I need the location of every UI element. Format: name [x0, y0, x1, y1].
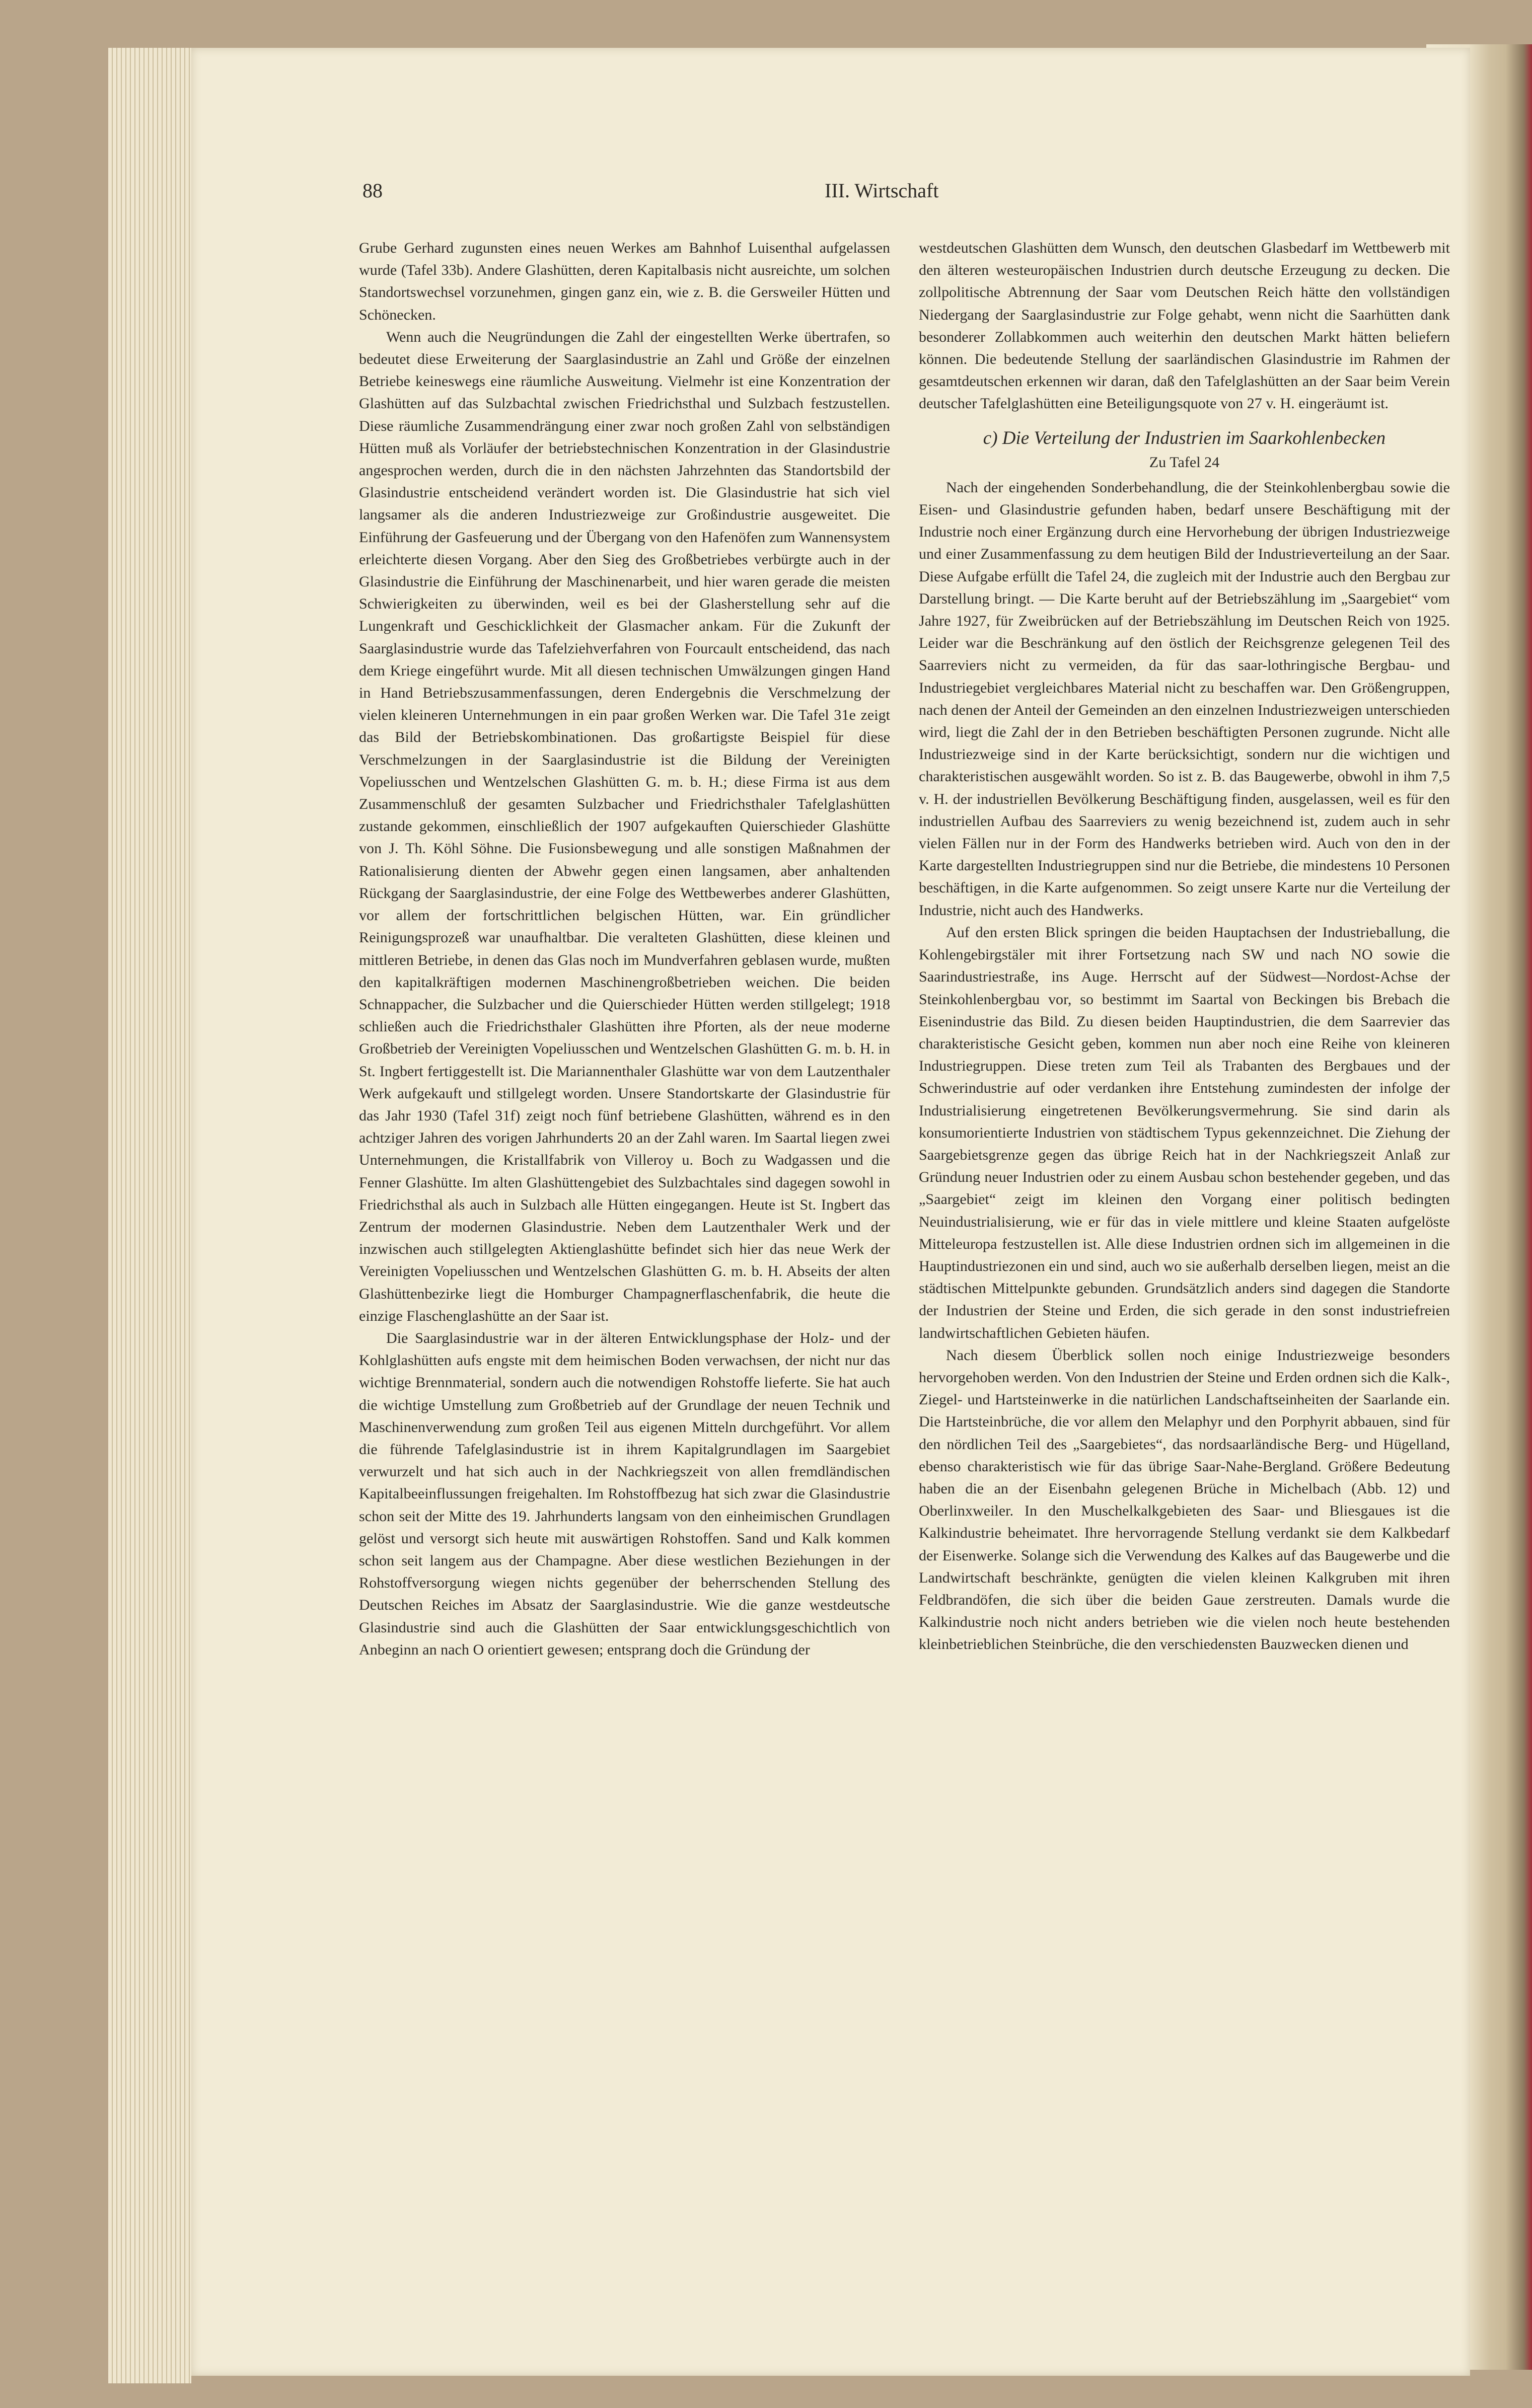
paragraph: Nach der eingehenden Sonderbehandlung, die der Steinkohlenbergbau sowie die Eisen- und Glasindustrie gefunden haben, bedarf unsere Beschäftigung mit der Industrie noch einer Ergänzung durch eine Hervorhebung der übrigen Industriezweige und einer Zusammenfassung zu dem heutigen Bild der Industrieverteilung an der Saar. Diese Aufgabe erfüllt die Tafel 24, die zugleich mit der Industrie auch den Bergbau zur Darstellung bringt. — Die Karte beruht auf der Betriebszählung im „Saargebiet“ vom Jahre 1927, für Zweibrücken auf der Betriebszählung im Deutschen Reich von 1925. Leider war die Beschränkung auf den östlich der Reichsgrenze gelegenen Teil des Saarreviers nicht zu vermeiden, da für das saar-lothringische Bergbau- und Industriegebiet vergleichbares Material nicht zu beschaffen war. Den Größengruppen, nach denen der Anteil der Gemeinden an den einzelnen Industriezweigen unterschieden wird, liegt die Zahl der in den Betrieben beschäftigten Personen zugrunde. Nicht alle Industriezweige sind in der Karte berücksichtigt, sondern nur die wichtigen und charakteristischen ausgewählt worden. So ist z. B. das Baugewerbe, obwohl in ihm 7,5 v. H. der industriellen Bevölkerung Beschäftigung finden, ausgelassen, weil es für den industriellen Aufbau des Saarreviers zu wenig bezeichnend ist, zudem auch in sehr vielen Fällen nur in der Form des Handwerks betrieben wird. Auch von den in der Karte dargestellten Industriegruppen sind nur die Betriebe, die mindestens 10 Personen beschäftigen, in die Karte aufgenommen. So zeigt unsere Karte nur die Verteilung der Industrie, nicht auch des Handwerks. — [919, 478, 1450, 919]
book-page-edges — [108, 48, 191, 2383]
paragraph: Nach diesem Überblick sollen noch einige Industriezweige besonders hervorgehoben werden. Von den Industrien der Steine und Erden ordnen sich die Kalk-, Ziegel- und Hartsteinwerke in die natürlichen Landschaftseinheiten der Saarlande ein. Die Hartsteinbrüche, die vor allem den Melaphyr und den Porphyrit abbauen, sind für den nördlichen Teil des „Saargebietes“, das nordsaarländische Berg- und Hügelland, ebenso charakteristisch wie für das übrige Saar-Nahe-Bergland. Größere Bedeutung haben die an der Eisenbahn gelegenen Brüche in Michelbach (Abb. 12) und Oberlinxweiler. In den Muschelkalkgebieten des Saar- und Bliesgaues ist die Kalkindustrie beheimatet. Ihre hervorragende Stellung verdankt sie dem Kalkbedarf der Eisenwerke. Solange sich die Verwendung des Kalkes auf das Baugewerbe und die Landwirtschaft beschränkte, genügten die vielen kleinen Kalkgruben mit ihren Feldbrandöfen, die sich über die beiden Gaue zerstreuten. Damals wurde die Kalkindustrie noch nicht anders betrieben wie die vielen noch heute bestehenden kleinbetrieblichen Steinbrüche, die den verschiedensten Bauzwecken dienen und — [919, 1346, 1450, 1653]
section-subtitle: Zu Tafel 24 — [1149, 453, 1220, 471]
page-header — [362, 179, 1450, 209]
paragraph: Die Saarglasindustrie war in der älteren Entwicklungsphase der Holz- und der Kohlglashütten aufs engste mit dem heimischen Boden verwachsen, der nicht nur das wichtige Brennmaterial, sondern auch die notwendigen Rohstoffe lieferte. Sie hat auch die wichtige Umstellung zum Großbetrieb auf der Grundlage der neuen Technik und Maschinenverwendung zum großen Teil aus eigenen Mitteln durchgeführt. Vor allem die führende Tafelglasindustrie ist in ihrem Kapitalgrundlagen im Saargebiet verwurzelt und hat sich auch in der Nachkriegszeit von allen fremdländischen Kapitalbeeinflussungen freigehalten. Im Rohstoffbezug hat sich zwar die Glasindustrie schon seit der Mitte des 19. Jahrhunderts langsam von den einheimischen Grundlagen gelöst und versorgt sich heute mit auswärtigen Rohstoffen. Sand und Kalk kommen schon seit langem aus der Champagne. Aber diese westlichen Beziehungen in der Rohstoffversorgung wiegen nichts gegenüber der beherrschenden Stellung des Deutschen Reiches im Absatz der Saarglasindustrie. Wie die ganze westdeutsche Glasindustrie sind auch die Glashütten der Saar entwicklungsgeschichtlich von Anbeginn an nach O orientiert gewesen; entsprang doch die Gründung der — [359, 1329, 890, 1658]
paragraph: westdeutschen Glashütten dem Wunsch, den deutschen Glasbedarf im Wettbewerb mit den älteren westeuropäischen Industrien durch deutsche Erzeugung zu decken. Die zollpolitische Abtrennung der Saar vom Deutschen Reich hätte den vollständigen Niedergang der Saarglasindustrie zur Folge gehabt, wenn nicht die Saarhütten dank besonderer Zollabkommen auch weiterhin den deutschen Markt hätten beliefern können. Die bedeutende Stellung der saarländischen Glasindustrie im Rahmen der gesamtdeutschen erkennen wir daran, daß den Tafelglashütten an der Saar beim Verein deutscher Tafelglashütten eine Beteiligungsquote von 27 v. H. eingeräumt ist. — [919, 239, 1450, 412]
left-column — [359, 237, 890, 1661]
paragraph: Grube Gerhard zugunsten eines neuen Werkes am Bahnhof Luisenthal aufgelassen wurde (Tafel 33b). Andere Glashütten, deren Kapitalbasis nicht ausreichte, um solchen Standortswechsel vorzunehmen, gingen ganz ein, wie z. B. die Gersweiler Hütten und Schönecken. — [359, 239, 890, 323]
paragraph: Auf den ersten Blick springen die beiden Hauptachsen der Industrieballung, die Kohlengebirgstäler mit ihrer Fortsetzung nach SW und nach NO sowie die Saarindustriestraße, ins Auge. Herrscht auf der Südwest—Nordost-Achse der Steinkohlenbergbau vor, so bestimmt im Saartal von Beckingen bis Brebach die Eisenindustrie das Bild. Zu diesen beiden Hauptindustrien, die dem Saarrevier das charakteristische Gesicht geben, kommen nun aber noch eine Reihe von kleineren Industriegruppen. Diese treten zum Teil als Trabanten des Bergbaues und der Schwerindustrie auf oder verdanken ihre Entstehung zumindesten der infolge der Industrialisierung eingetretenen Bevölkerungsvermehrung. Sie sind darin als konsumorientierte Industrien von städtischem Typus gekennzeichnet. Die Ziehung der Saargebietsgrenze gegen das übrige Reich hat in der Nachkriegszeit Anlaß zur Gründung neuer Industrien oder zu einem Ausbau schon bestehender gegeben, und das „Saargebiet“ zeigt im kleinen den Vorgang einer politisch bedingten Neuindustrialisierung, wie er für das in viele mittlere und kleine Staaten aufgelöste Mitteleuropa festzustellen ist. Alle diese Industrien ordnen sich im allgemeinen in die Hauptindustriezonen ein und sind, auch wo sie außerhalb derselben liegen, meist an die städtischen Mittelpunkte gebunden. Grundsätzlich anders sind dagegen die Standorte der Industrien der Steine und Erden, die sich gerade in den sonst industriefreien landwirtschaftlichen Gebieten häufen. — [919, 923, 1450, 1341]
paragraph: Wenn auch die Neugründungen die Zahl der eingestellten Werke übertrafen, so bedeutet diese Erweiterung der Saarglasindustrie an Zahl und Größe der einzelnen Betriebe keineswegs eine räumliche Ausweitung. Vielmehr ist eine Konzentration der Glashütten auf das Sulzbachtal zwischen Friedrichsthal und Sulzbach festzustellen. Diese räumliche Zusammendrängung einer zwar noch großen Zahl von selbständigen Hütten muß als Vorläufer der betriebstechnischen Konzentration in der Glasindustrie angesprochen werden, durch die in den nächsten Jahrzehnten das Standortsbild der Glasindustrie entscheidend verändert worden ist. Die Glasindustrie hat sich viel langsamer als die anderen Industriezweige zur Großindustrie ausgeweitet. Die Einführung der Gasfeuerung und der Übergang von den Hafenöfen zum Wannensystem erleichterte diesen Vorgang. Aber den Sieg des Großbetriebes verbürgte auch in der Glasindustrie die Einführung der Maschinenarbeit, und hier waren gerade die meisten Schwierigkeiten zu überwinden, weil es bei der Glasherstellung sehr auf die Lungenkraft und Geschicklichkeit der Glasmacher ankam. Für die Zukunft der Saarglasindustrie wurde das Tafelziehverfahren von Fourcault entscheidend, das nach dem Kriege eingeführt wurde. Mit all diesen technischen Umwälzungen gingen Hand in Hand Betriebszusammenfassungen, deren Endergebnis die Verschmelzung der vielen kleineren Unternehmungen in ein paar großen Werken war. Die Tafel 31e zeigt das Bild der Betriebskombinationen. Das großartigste Beispiel für diese Verschmelzungen in der Saarglasindustrie ist die Bildung der Vereinigten Vopeliusschen und Wentzelschen Glashütten G. m. b. H.; diese Firma ist aus dem Zusammenschluß der gesamten Sulzbacher und Friedrichsthaler Tafelglashütten zustande gekommen, einschließlich der 1907 aufgekauften Quierschieder Glashütte von J. Th. Köhl Söhne. Die Fusionsbewegung und alle sonstigen Maßnahmen der Rationalisierung dienten der Abwehr gegen einen langsamen, aber anhaltenden Rückgang der Saarglasindustrie, der eine Folge des Wettbewerbes anderer Glashütten, vor allem der fortschrittlichen belgischen Hütten, war. Ein gründlicher Reinigungsprozeß war unaufhaltbar. Die veralteten Glashütten, diese kleinen und mittleren Betriebe, in denen das Glas noch im Mundverfahren geblasen wurde, mußten den kapitalkräftigen modernen Maschinengroßbetrieben weichen. Die beiden Schnappacher, die Sulzbacher und die Quierschieder Hütten werden stillgelegt; 1918 schließen auch die Friedrichsthaler Glashütten ihre Pforten, als der neue moderne Großbetrieb der Vereinigten Vopeliusschen und Wentzelschen Glashütten G. m. b. H. in St. Ingbert fertiggestellt ist. Die Mariannenthaler Glashütte war von dem Lautzenthaler Werk aufgekauft und stillgelegt worden. Unsere Standortskarte der Glasindustrie für das Jahr 1930 (Tafel 31f) zeigt noch fünf betriebene Glashütten, während es in den achtziger Jahren des vorigen Jahrhunderts 20 an der Zahl waren. Im Saartal liegen zwei Unternehmungen, die Kristallfabrik von Villeroy u. Boch zu Wadgassen und die Fenner Glashütte. Im alten Glashüttengebiet des Sulzbachtales sind dagegen sowohl in Friedrichsthal als auch in Sulzbach alle Hütten eingegangen. Heute ist St. Ingbert das Zentrum der modernen Glasindustrie. Neben dem Lautzenthaler Werk und der inzwischen auch stillgelegten Aktienglashütte befindet sich hier das neue Werk der Vereinigten Vopeliusschen und Wentzelschen Glashütten G. m. b. H. Abseits der alten Glashüttenbezirke liegt die Homburger Champagnerflaschenfabrik, die heute die einzige Flaschenglashütte an der Saar ist. — [359, 328, 890, 1324]
section-title: c) Die Verteilung der Industrien im Saarkohlenbecken — [983, 427, 1386, 448]
page-number: 88 — [362, 179, 383, 202]
right-column — [919, 237, 1450, 1656]
chapter-title: III. Wirtschaft — [825, 179, 939, 202]
